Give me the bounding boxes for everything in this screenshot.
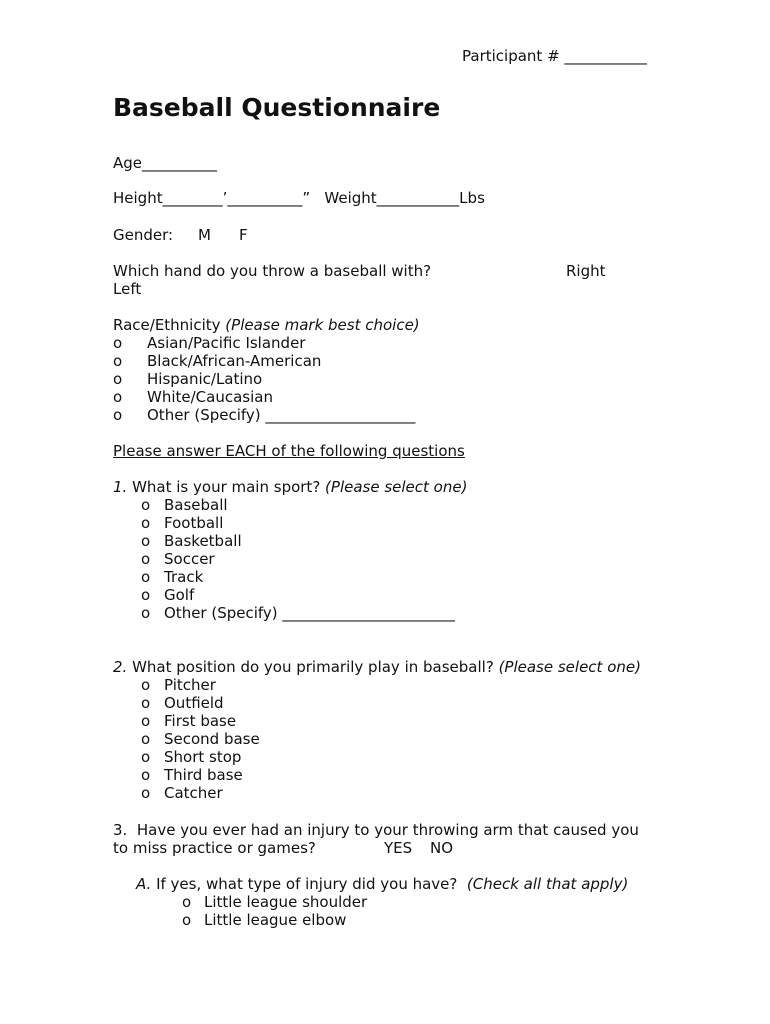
race-label: Race/Ethnicity (113, 316, 226, 334)
race-note: (Please mark best choice) (225, 316, 420, 334)
q2-bullet: o (141, 694, 151, 712)
question-3-line-1: 3. Have you ever had an injury to your throwing arm that caused you (113, 821, 639, 839)
q1-bullet: o (141, 514, 151, 532)
question-1 (113, 478, 467, 496)
q2-bullet: o (141, 766, 151, 784)
q2-bullet: o (141, 748, 151, 766)
q2-bullet: o (141, 676, 151, 694)
q1-bullet: o (141, 586, 151, 604)
q1-option: Basketball (164, 532, 242, 550)
race-option: Black/African-American (147, 352, 322, 370)
q1-option: Football (164, 514, 224, 532)
q2-option: First base (164, 712, 237, 730)
race-bullet: o (113, 334, 123, 352)
gender-option-f: F (239, 226, 248, 244)
question-2 (113, 658, 641, 676)
question-3-sub-note: (Check all that apply) (466, 875, 629, 893)
q1-bullet: o (141, 604, 151, 622)
q2-bullet: o (141, 712, 151, 730)
instruction-text: Please answer EACH of the following questions (113, 442, 465, 460)
page-title: Baseball Questionnaire (113, 93, 441, 122)
question-2-text: What position do you primarily play in baseball? (127, 658, 499, 676)
q2-option: Short stop (164, 748, 242, 766)
q1-option: Track (164, 568, 204, 586)
q2-bullet: o (141, 730, 151, 748)
q1-option: Soccer (164, 550, 215, 568)
race-option: White/Caucasian (147, 388, 273, 406)
race-heading (113, 316, 420, 334)
question-3-line-2: to miss practice or games? (113, 839, 316, 857)
race-option: Hispanic/Latino (147, 370, 263, 388)
q2-bullet: o (141, 784, 151, 802)
race-bullet: o (113, 370, 123, 388)
race-bullet: o (113, 388, 123, 406)
q1-bullet: o (141, 550, 151, 568)
q3-option: Little league shoulder (204, 893, 368, 911)
question-3-sub-a (136, 875, 628, 893)
q3-bullet: o (182, 911, 192, 929)
q2-option: Second base (164, 730, 260, 748)
race-option: Asian/Pacific Islander (147, 334, 306, 352)
throwing-hand-left: Left (113, 280, 142, 298)
q1-bullet: o (141, 496, 151, 514)
q1-option: Golf (164, 586, 195, 604)
height-weight-field: Height________’__________” Weight___________Lbs (113, 189, 485, 207)
gender-option-m: M (198, 226, 211, 244)
question-2-number: 2. (113, 658, 128, 676)
q1-bullet: o (141, 532, 151, 550)
q3-bullet: o (182, 893, 192, 911)
question-1-text: What is your main sport? (127, 478, 326, 496)
question-1-note: (Please select one) (325, 478, 468, 496)
race-bullet: o (113, 406, 123, 424)
throwing-hand-right: Right (566, 262, 606, 280)
throwing-hand-question: Which hand do you throw a baseball with? (113, 262, 432, 280)
question-3-yes: YES (384, 839, 413, 857)
question-3-sub-text: If yes, what type of injury did you have? (151, 875, 467, 893)
question-1-number: 1. (113, 478, 128, 496)
q2-option: Third base (164, 766, 243, 784)
age-field: Age__________ (113, 154, 218, 172)
q3-option: Little league elbow (204, 911, 347, 929)
question-3-sub-label: A. (136, 875, 152, 893)
q2-option: Outfield (164, 694, 224, 712)
q2-option: Pitcher (164, 676, 216, 694)
participant-number-field: Participant # ___________ (462, 47, 647, 65)
race-option: Other (Specify) ____________________ (147, 406, 416, 424)
question-2-note: (Please select one) (498, 658, 641, 676)
q2-option: Catcher (164, 784, 223, 802)
q1-option: Other (Specify) _______________________ (164, 604, 455, 622)
q1-option: Baseball (164, 496, 228, 514)
question-3-no: NO (430, 839, 454, 857)
q1-bullet: o (141, 568, 151, 586)
gender-label: Gender: (113, 226, 174, 244)
race-bullet: o (113, 352, 123, 370)
